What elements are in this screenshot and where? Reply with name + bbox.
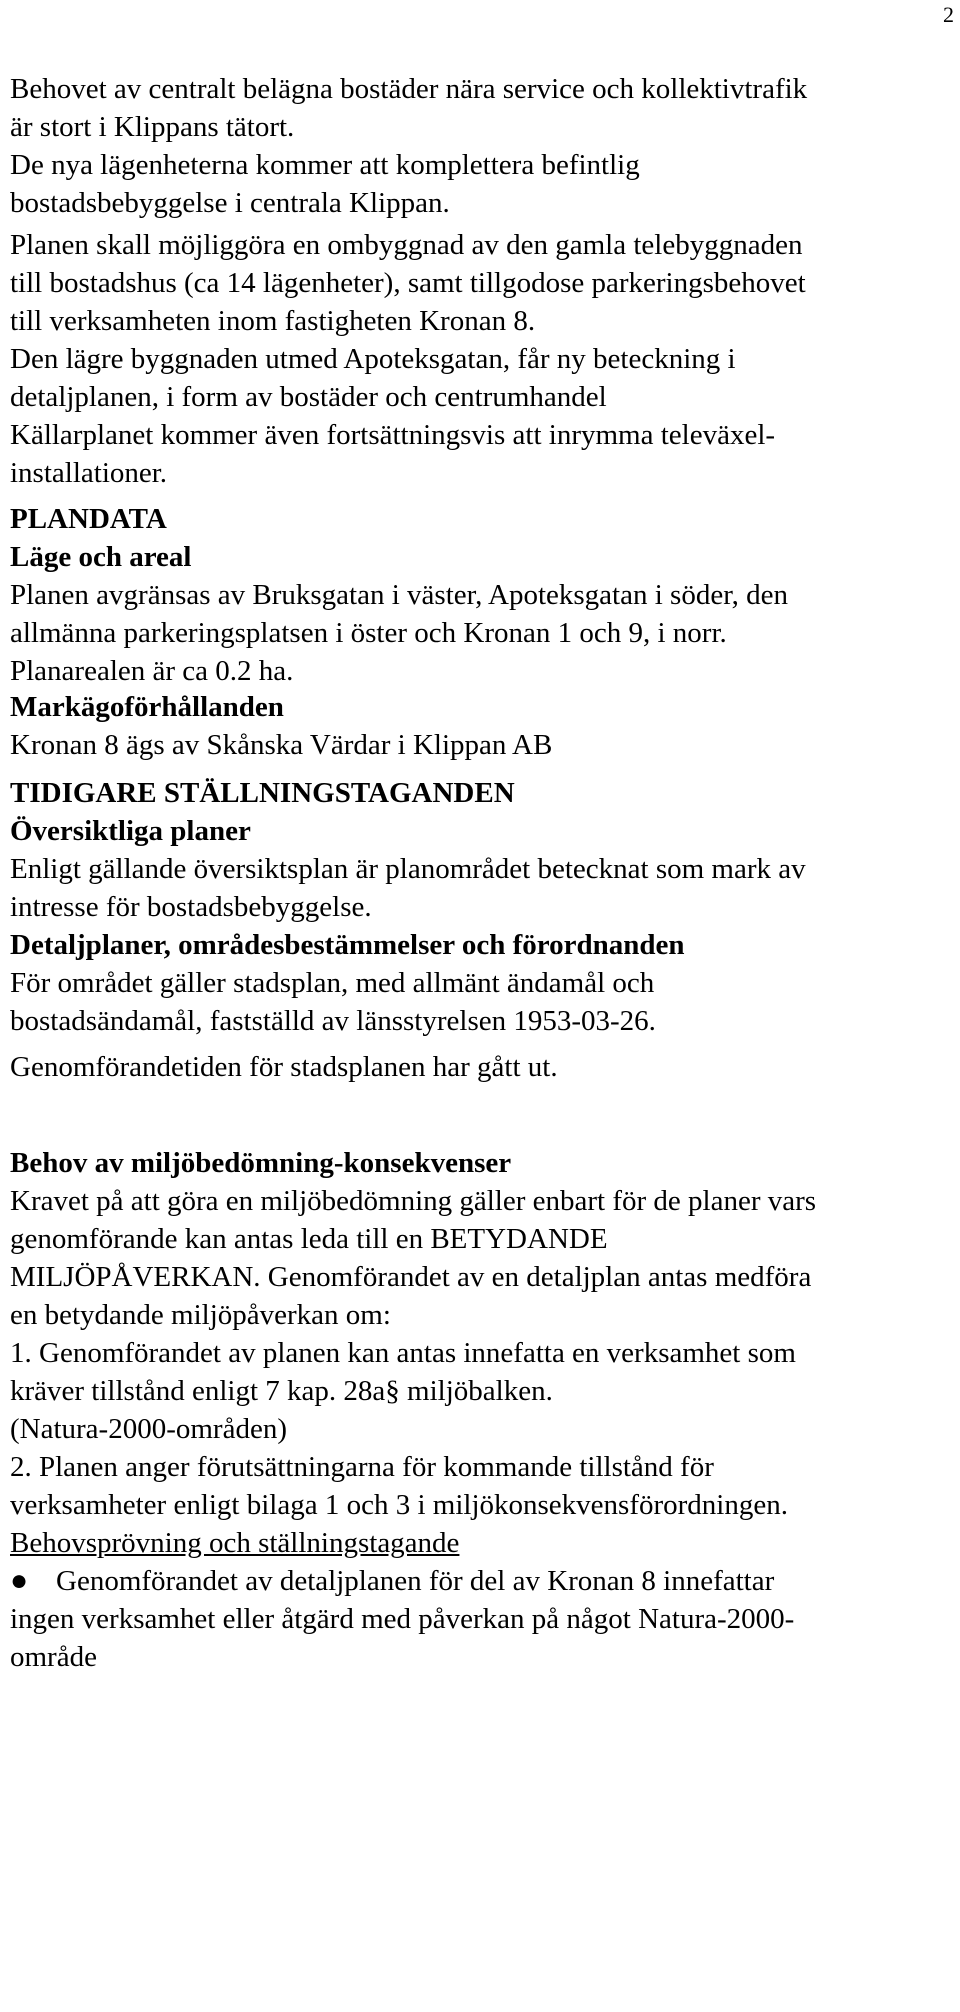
page-number: 2 [943,2,954,27]
section-heading: PLANDATA [10,503,167,535]
text-line: installationer. [10,457,168,489]
text-line: Enligt gällande översiktsplan är planområdet betecknat som mark av [10,853,806,885]
genomforandetid-text: Genomförandetiden för stadsplanen har gått ut. [10,1051,558,1083]
text-line: kräver tillstånd enligt 7 kap. 28a§ miljöbalken. [10,1375,553,1407]
subsection-heading: Markägoförhållanden [10,691,284,723]
text-line: genomförande kan antas leda till en BETYDANDE [10,1223,608,1255]
markagoforhallanden-section [10,688,950,764]
text-line: Källarplanet kommer även fortsättningsvis att inrymma televäxel- [10,419,776,451]
detaljplaner-section [10,926,950,1040]
intro-paragraph-1 [10,70,950,222]
text-line: (Natura-2000-områden) [10,1413,287,1445]
text-line: Behovet av centralt belägna bostäder nära service och kollektivtrafik [10,73,808,105]
text-line: område [10,1641,97,1673]
text-line: Planen skall möjliggöra en ombyggnad av den gamla telebyggnaden [10,229,803,261]
text-line: en betydande miljöpåverkan om: [10,1299,391,1331]
text-line: 1. Genomförandet av planen kan antas innefatta en verksamhet som [10,1337,796,1369]
text-line: detaljplanen, i form av bostäder och centrumhandel [10,381,607,413]
text-line: till verksamheten inom fastigheten Kronan 8. [10,305,536,337]
text-line: 2. Planen anger förutsättningarna för kommande tillstånd för [10,1451,714,1483]
subsection-heading: Behov av miljöbedömning-konsekvenser [10,1147,512,1179]
text-line: Kravet på att göra en miljöbedömning gäller enbart för de planer vars [10,1185,817,1217]
subsection-heading-underlined: Behovsprövning och ställningstagande [10,1527,460,1559]
text-line: bostadsändamål, fastställd av länsstyrelsen 1953-03-26. [10,1005,656,1037]
subsection-heading: Översiktliga planer [10,815,251,847]
text-line: Planen avgränsas av Bruksgatan i väster, Apoteksgatan i söder, den [10,579,789,611]
text-line: Den lägre byggnaden utmed Apoteksgatan, får ny beteckning i [10,343,736,375]
text-line: De nya lägenheterna kommer att komplettera befintlig [10,149,640,181]
text-line: ingen verksamhet eller åtgärd med påverkan på något Natura-2000- [10,1603,795,1635]
text-line: till bostadshus (ca 14 lägenheter), samt tillgodose parkeringsbehovet [10,267,806,299]
miljobedomning-section [10,1144,950,1562]
text-line: Kronan 8 ägs av Skånska Värdar i Klippan AB [10,729,553,761]
intro-paragraph-3 [10,416,950,492]
section-heading: TIDIGARE STÄLLNINGSTAGANDEN [10,777,515,809]
plandata-section [10,500,950,690]
bullet-icon: ● [10,1564,29,1597]
tidigare-section [10,774,950,926]
intro-paragraph-2 [10,226,950,416]
text-line: allmänna parkeringsplatsen i öster och Kronan 1 och 9, i norr. [10,617,727,649]
text-line: För området gäller stadsplan, med allmänt ändamål och [10,967,655,999]
bullet-list-item [10,1562,950,1676]
text-line: MILJÖPÅVERKAN. Genomförandet av en detaljplan antas medföra [10,1261,812,1293]
text-line: är stort i Klippans tätort. [10,111,295,143]
subsection-heading: Läge och areal [10,541,192,573]
text-line: bostadsbebyggelse i centrala Klippan. [10,187,450,219]
text-line: verksamheter enligt bilaga 1 och 3 i miljökonsekvensförordningen. [10,1489,788,1521]
text-line: Planarealen är ca 0.2 ha. [10,655,294,687]
subsection-heading: Detaljplaner, områdesbestämmelser och förordnanden [10,929,685,961]
text-line: intresse för bostadsbebyggelse. [10,891,372,923]
text-line: Genomförandet av detaljplanen för del av Kronan 8 innefattar [56,1565,775,1597]
